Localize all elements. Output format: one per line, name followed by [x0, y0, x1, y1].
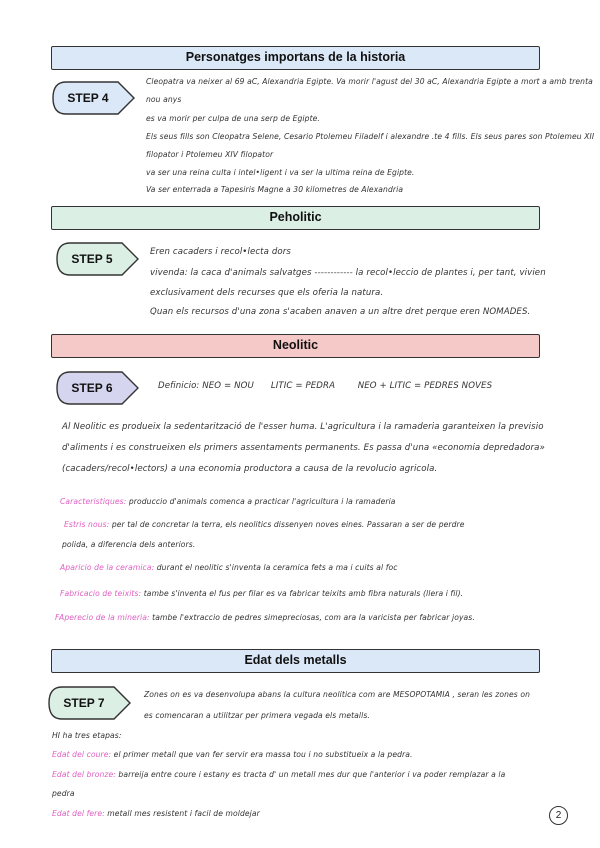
- step4-line: Cleopatra va neixer al 69 aC, Alexandria Egipte. Va morir l'agust del 30 aC, Alexandria Egipte a mort a amb trenta: [146, 77, 593, 86]
- neolitic-item-mineria: [55, 613, 475, 622]
- item-key: Estris nous:: [64, 520, 110, 529]
- step7-line: es comencaran a utilitzar per primera vegada els metalls.: [144, 711, 370, 720]
- neolitic-paragraph-line: Al Neolitic es produeix la sedentarització de l'esser huma. L'agricultura i la ramaderia garanteixen la previsio: [62, 422, 544, 432]
- step-badge-5: [56, 242, 140, 276]
- step-badge-label: STEP 7: [63, 696, 105, 710]
- item-text: tambe l'extraccio de pedres simepreciosas, com ara la varicista per fabricar joyas.: [149, 613, 475, 622]
- step-badge-7: [48, 686, 132, 720]
- step4-line: Els seus fills son Cleopatra Selene, Cesario Ptolemeu Filadelf i alexandre .te 4 fills. Els seus pares son Ptolemeu XII: [146, 132, 595, 141]
- neolitic-paragraph-line: d'aliments i es construeixen els primers assentaments permanents. Es passa d'una «economia depredadora»: [62, 443, 545, 453]
- step-badge-6: [56, 371, 140, 405]
- step5-line: exclusivament dels recurses que els oferia la natura.: [150, 288, 384, 298]
- metalls-item-bronze: [52, 770, 505, 779]
- neolitic-item-teixits: [60, 589, 463, 598]
- item-key: Aparicio de la ceramica:: [60, 563, 155, 572]
- neolitic-definition: Definicio: NEO = NOU LITIC = PEDRA NEO + LITIC = PEDRES NOVES: [158, 381, 493, 391]
- item-text: metall mes resistent i facil de moldejar: [104, 809, 260, 818]
- item-text: per tal de concretar la terra, els neolitics dissenyen noves eines. Passaran a ser de perdre: [109, 520, 465, 529]
- neolitic-item-caracteristiques: [60, 497, 396, 506]
- step-badge-label: STEP 5: [71, 252, 113, 266]
- step-badge-4: [52, 81, 136, 115]
- item-key: Fabricacio de teixits:: [60, 589, 142, 598]
- neolitic-item-estris: [64, 520, 465, 529]
- neolitic-paragraph-line: (cacaders/recol•lectors) a una economia productora a causa de la revolucio agricola.: [62, 464, 438, 474]
- item-key: Caracteristiques:: [60, 497, 127, 506]
- step-badge-label: STEP 4: [67, 91, 109, 105]
- item-key: Edat del coure:: [52, 750, 112, 759]
- metalls-item-fere: [52, 809, 260, 818]
- step7-line: Zones on es va desenvolupa abans la cultura neolitica com are MESOPOTAMIA , seran les zones on: [144, 690, 530, 699]
- section-banner-neolitic: Neolitic: [51, 334, 540, 358]
- step5-line: vivenda: la caca d'animals salvatges ------------ la recol•leccio de plantes i, per tant, vivien: [150, 268, 546, 278]
- step4-line: filopator i Ptolemeu XIV filopator: [146, 150, 274, 159]
- neolitic-item-ceramica: [60, 563, 398, 572]
- section-banner-edat-metalls: Edat dels metalls: [51, 649, 540, 673]
- metalls-item-coure: [52, 750, 413, 759]
- step4-line: Va ser enterrada a Tapesiris Magne a 30 kilometres de Alexandria: [146, 185, 404, 194]
- step5-line: Eren cacaders i recol•lecta dors: [150, 247, 291, 257]
- step5-line: Quan els recursos d'una zona s'acaben anaven a un altre dret perque eren NOMADES.: [150, 307, 531, 317]
- step4-line: va ser una reina culta i intel•ligent i va ser la ultima reina de Egipte.: [146, 168, 415, 177]
- neolitic-item-estris-cont: polida, a diferencia dels anteriors.: [62, 540, 196, 549]
- step-badge-label: STEP 6: [71, 381, 113, 395]
- item-key: Edat del fere:: [52, 809, 105, 818]
- metalls-intro: HI ha tres etapas:: [52, 731, 122, 740]
- item-text: produccio d'animals comenca a practicar l'agricultura i la ramaderia: [126, 497, 396, 506]
- item-key: FAperecio de la mineria:: [55, 613, 150, 622]
- page-number: 2: [549, 806, 568, 825]
- metalls-item-bronze-cont: pedra: [52, 789, 75, 798]
- step4-line: es va morir per culpa de una serp de Egipte.: [146, 114, 320, 123]
- item-text: el primer metall que van fer servir era massa tou i no substitueix a la pedra.: [111, 750, 413, 759]
- step4-line: nou anys: [146, 95, 182, 104]
- item-text: tambe s'inventa el fus per filar es va fabricar teixits amb fibra naturals (llera i fil).: [141, 589, 464, 598]
- item-text: barreija entre coure i estany es tracta d' un metall mes dur que l'anterior i va poder remplazar a la: [115, 770, 506, 779]
- item-text: durant el neolitic s'inventa la ceramica fets a ma i cuits al foc: [154, 563, 398, 572]
- section-banner-personatges: Personatges importans de la historia: [51, 46, 540, 70]
- section-banner-peholitic: Peholitic: [51, 206, 540, 230]
- item-key: Edat del bronze:: [52, 770, 116, 779]
